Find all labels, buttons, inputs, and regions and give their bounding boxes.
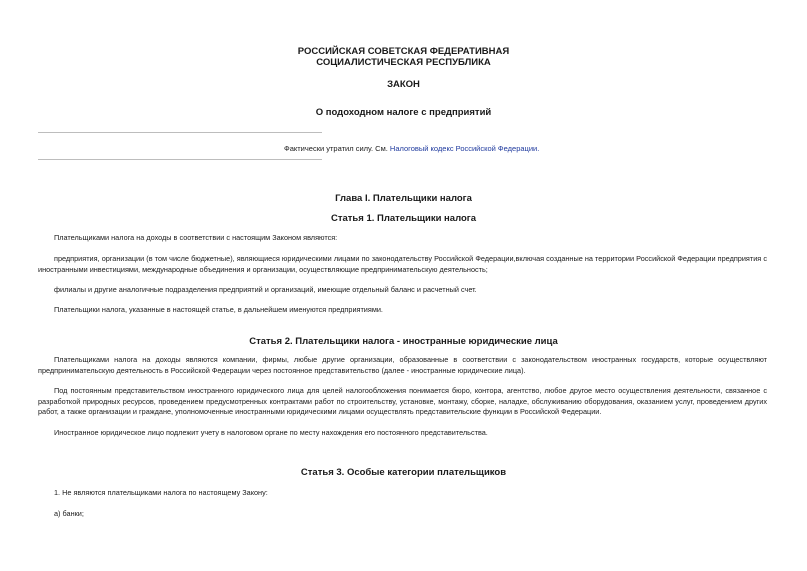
document-type: ЗАКОН [387, 79, 420, 90]
article1-paragraph: Плательщики налога, указанные в настоящей статье, в дальнейшем именуются предприятиями. [54, 305, 383, 314]
article1-title: Статья 1. Плательщики налога [330, 213, 477, 224]
article1-paragraph: Плательщиками налога на доходы в соответствии с настоящим Законом являются: [54, 233, 338, 242]
article2-title: Статья 2. Плательщики налога - иностранные юридические лица [249, 336, 558, 347]
tax-code-link[interactable]: Налоговый кодекс Российской Федерации. [389, 144, 540, 153]
article2-paragraph: Плательщиками налога на доходы являются компании, фирмы, любые другие организации, образованные в соответствии с законодательством иностранных государств, которые осуществляют предпринимательскую деятельность в Российской Федерации через постоянное представительство (далее - иностранные юридические лица). [38, 355, 767, 375]
article3-title: Статья 3. Особые категории плательщиков [300, 467, 507, 478]
chapter-title: Глава I. Плательщики налога [335, 193, 472, 204]
divider-bottom [38, 159, 322, 160]
republic-name-line1: РОССИЙСКАЯ СОВЕТСКАЯ ФЕДЕРАТИВНАЯ [297, 46, 510, 57]
article3-paragraph: а) банки; [54, 509, 84, 518]
status-note [284, 144, 539, 153]
document-title: О подоходном налоге с предприятий [315, 107, 492, 118]
status-note-text: Фактически утратил силу. См. [284, 144, 390, 153]
republic-name [0, 46, 807, 68]
article1-paragraph: предприятия, организации (в том числе бюджетные), являющиеся юридическими лицами по законодательству Российской Федерации,включая созданные на территории Российской Федерации предприятия с иностранными инвестициями, международные объединения и организации, осуществляющие предпринимательскую деятельность; [38, 254, 767, 274]
divider-top [38, 132, 322, 133]
article2-paragraph: Иностранное юридическое лицо подлежит учету в налоговом органе по месту нахождения его постоянного представительства. [54, 428, 488, 437]
article3-paragraph: 1. Не являются плательщиками налога по настоящему Закону: [54, 488, 268, 497]
republic-name-line2: СОЦИАЛИСТИЧЕСКАЯ РЕСПУБЛИКА [316, 57, 491, 68]
article2-paragraph: Под постоянным представительством иностранного юридического лица для целей налогообложения понимается бюро, контора, агентство, любое другое место осуществления деятельности, связанное с разработкой природных ресурсов, проведением предусмотренных контрактами работ по строительству, установке, монтажу, сборке, наладке, обслуживанию оборудования, оказанием услуг, проведением других работ, а также организации и граждане, уполномоченные иностранными юридическими лицами осуществлять представительские функции в Российской Федерации. [38, 386, 767, 417]
article1-paragraph: филиалы и другие аналогичные подразделения предприятий и организаций, имеющие отдельный баланс и расчетный счет. [54, 285, 477, 294]
